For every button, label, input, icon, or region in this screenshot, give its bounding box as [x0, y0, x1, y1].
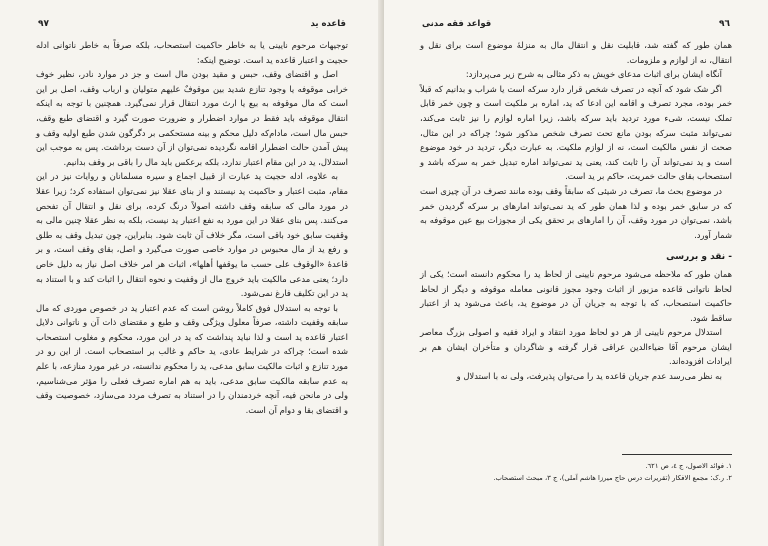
right-section-paragraph-2: استدلال مرحوم نایینی از هر دو لحاظ مورد انتقاد و ایراد فقیه و اصولی بزرگ معاصر ایشان مرحوم آقا ضیاءالدین عراقی قرار گرفته و شاگردان و متأخران ایشان هم بر ایرادات افزوده‌اند.	[420, 327, 732, 367]
left-header-title: قاعده ید	[310, 19, 346, 29]
left-paragraph-1: توجیهات مرحوم نایینی یا به خاطر حاکمیت استصحاب، بلکه صرفاً به خاطر ناتوانی ادله حجیت و اعتبار قاعده ید است. توضیح اینکه:	[36, 40, 348, 65]
footnote-separator	[622, 454, 732, 455]
right-paragraph-3: اگر شک شود که آنچه در تصرف شخص قرار دارد سرکه است یا شراب و بدانیم که قبلاً خمر بوده، مجرد تصرف و اقامه این ادعا که ید، اماره بر ملکیت است و چون خمر قابل تملک نیست، شیء مورد تردید باید سرکه باشد، زیرا اماره لوازم را نیز ثابت می‌کند، نمی‌تواند مثبت سرکه بودن مانع تحت تصرف شخص مذکور شود؛ چراکه در این مثال، صحت از نفس مالکیت است، نه از لوازم ملکیت. به عبارت دیگر، تردید در خود موضوع است و ید نمی‌تواند آن را ثابت کند، یعنی ید نمی‌تواند اماره تبدیل خمر به سرکه باشد و استصحاب بقای حالت خمریت، حاکم بر ید است.	[420, 83, 732, 182]
right-header-title: قواعد فقه مدنی	[422, 19, 492, 29]
left-paragraph-4: با توجه به استدلال فوق کاملاً روشن است که عدم اعتبار ید در خصوص موردی که مال سابقه وقفیت داشته، صرفاً معلول ویژگی وقف و طبع و مقتضای ذات آن و ناتوانی دلایل اعتبار قاعده ید است و لذا نباید پنداشت که ید در این مورد، محکوم و مغلوب استصحاب شده است؛ چراکه در شرایط عادی، ید حاکم و غالب بر استصحاب است. از این رو در مورد تنازع و اثبات مالکیت سابق مدعی، ید را محکوم ندانسته، در غیر مورد منازعه، با علم به عدم سابقه مالکیت سابق مدعی، باید به هم اماره تصرف فعلی را مؤثر می‌شناسیم، ولی در مانحن فیه، آنچه خردمندان را در استناد به تصرف مردد می‌سازد، خصوصیت وقف و اقتضای بقا و دوام آن است.	[36, 302, 348, 415]
right-page-header	[422, 18, 730, 30]
right-page-number: ٩٦	[719, 19, 730, 29]
left-page-body	[36, 38, 348, 417]
right-paragraph-1: همان طور که گفته شد، قابلیت نقل و انتقال مال به منزلهٔ موضوع است برای نقل و انتقال، نه از لوازم و ملزومات.	[420, 40, 732, 65]
left-paragraph-3: به علاوه، ادله حجیت ید عبارت از قبیل اجماع و سیره مسلمانان و روایات نیز در این مقام، مثبت اعتبار و حاکمیت ید نیستند و از بنای عقلا نیز نمی‌توان استفاده کرد؛ زیرا عقلا در مورد مالی که سابقه وقف داشته اصولاً درنگ کرده، برای نقل و انتقال آن تفحص می‌کنند. پس بنای عقلا در این مورد به نفع اعتبار ید نیست، بلکه به نظر عقلا چنین مالی به وقفیت سابق خود باقی است، مگر خلاف آن ثابت شود. بنابراین، چون تبدیل وقف به طلق و رفع ید از مال محبوس در موارد خاصی صورت می‌گیرد و اصل، بقای وقف است، و بر قاعدهٔ «الوقوف علی حسب ما یوقفها أهلها»، اثبات هر امر خلاف اصل نیاز به دلیل خاص دارد؛ یعنی مدعی مالکیت باید خروج مال از وقفیت و نحوه انتقال را اثبات کند و با استناد به ید در این تکلیف فارغ نمی‌شود.	[36, 171, 348, 299]
left-page-header	[38, 18, 346, 30]
right-paragraph-4: در موضوع بحث ما، تصرف در شیئی که سابقاً وقف بوده مانند تصرف در آن چیزی است که در سابق خمر بوده و لذا همان طور که ید نمی‌تواند امارهای بر سرکه گردیدن خمر باشد، نمی‌توان در مورد وقف، آن را امارهای بر تحقق یکی از مجوزات بیع عین موقوفه به شمار آورد.	[420, 185, 732, 240]
right-page-body	[420, 38, 732, 384]
right-paragraph-2: آنگاه ایشان برای اثبات مدعای خویش به ذکر مثالی به شرح زیر می‌پردازد:	[465, 69, 722, 80]
right-section-paragraph-3: به نظر می‌رسد عدم جریان قاعده ید را می‌توان پذیرفت، ولی نه با استدلال و	[456, 371, 722, 382]
footnote-1: ١. فوائد الاصول، ج ٤، ص ٦٢١.	[645, 462, 732, 470]
left-paragraph-2: اصل و اقتضای وقف، حبس و مقید بودن مال است و جز در موارد نادر، نظیر خوف خرابی موقوفه یا وجود تنازع شدید بین موقوفٌ علیهم متولیان و ارباب وقف، اصل بر این است که مال موقوفه به بیع یا ارث مورد انتقال قرار نمی‌گیرد. همچنین با توجه به اینکه انتقال موقوفه باید فقط در موارد اضطرار و ضرورت صورت گیرد و اقتضای طبع وقف، حبس مال است، مادام‌که دلیل محکم و بینه مستحکمی بر دگرگون شدن طبع اولیه وقف و پیش آمدن حالت اضطرار اقامه نگردیده نمی‌توان از آن دست برداشت. پس به موجب این استدلال، ید در این مقام اعتبار ندارد، بلکه برعکس باید مال را باقی بر وقف بدانیم.	[36, 69, 348, 167]
footnotes	[420, 460, 732, 484]
right-page	[384, 0, 768, 546]
left-page-number: ٩٧	[38, 19, 49, 29]
section-title-critique: - نقد و بررسی	[666, 252, 732, 263]
right-section-paragraph-1: همان طور که ملاحظه می‌شود مرحوم نایینی از لحاظ ید را محکوم دانسته است؛ یکی از لحاظ ناتوانی قاعده مزبور از اثبات وجود مجوز قانونی معامله موقوفه و دیگر از لحاظ حاکمیت استصحاب، که با توجه به جریان آن در موضوع ید، باعث می‌شود ید از اعتبار ساقط شود.	[420, 268, 732, 323]
footnote-2: ٢. ر.ک: مجمع الافکار (تقریرات درس حاج میرزا هاشم آملی)، ج ٣، مبحث استصحاب.	[493, 474, 732, 482]
